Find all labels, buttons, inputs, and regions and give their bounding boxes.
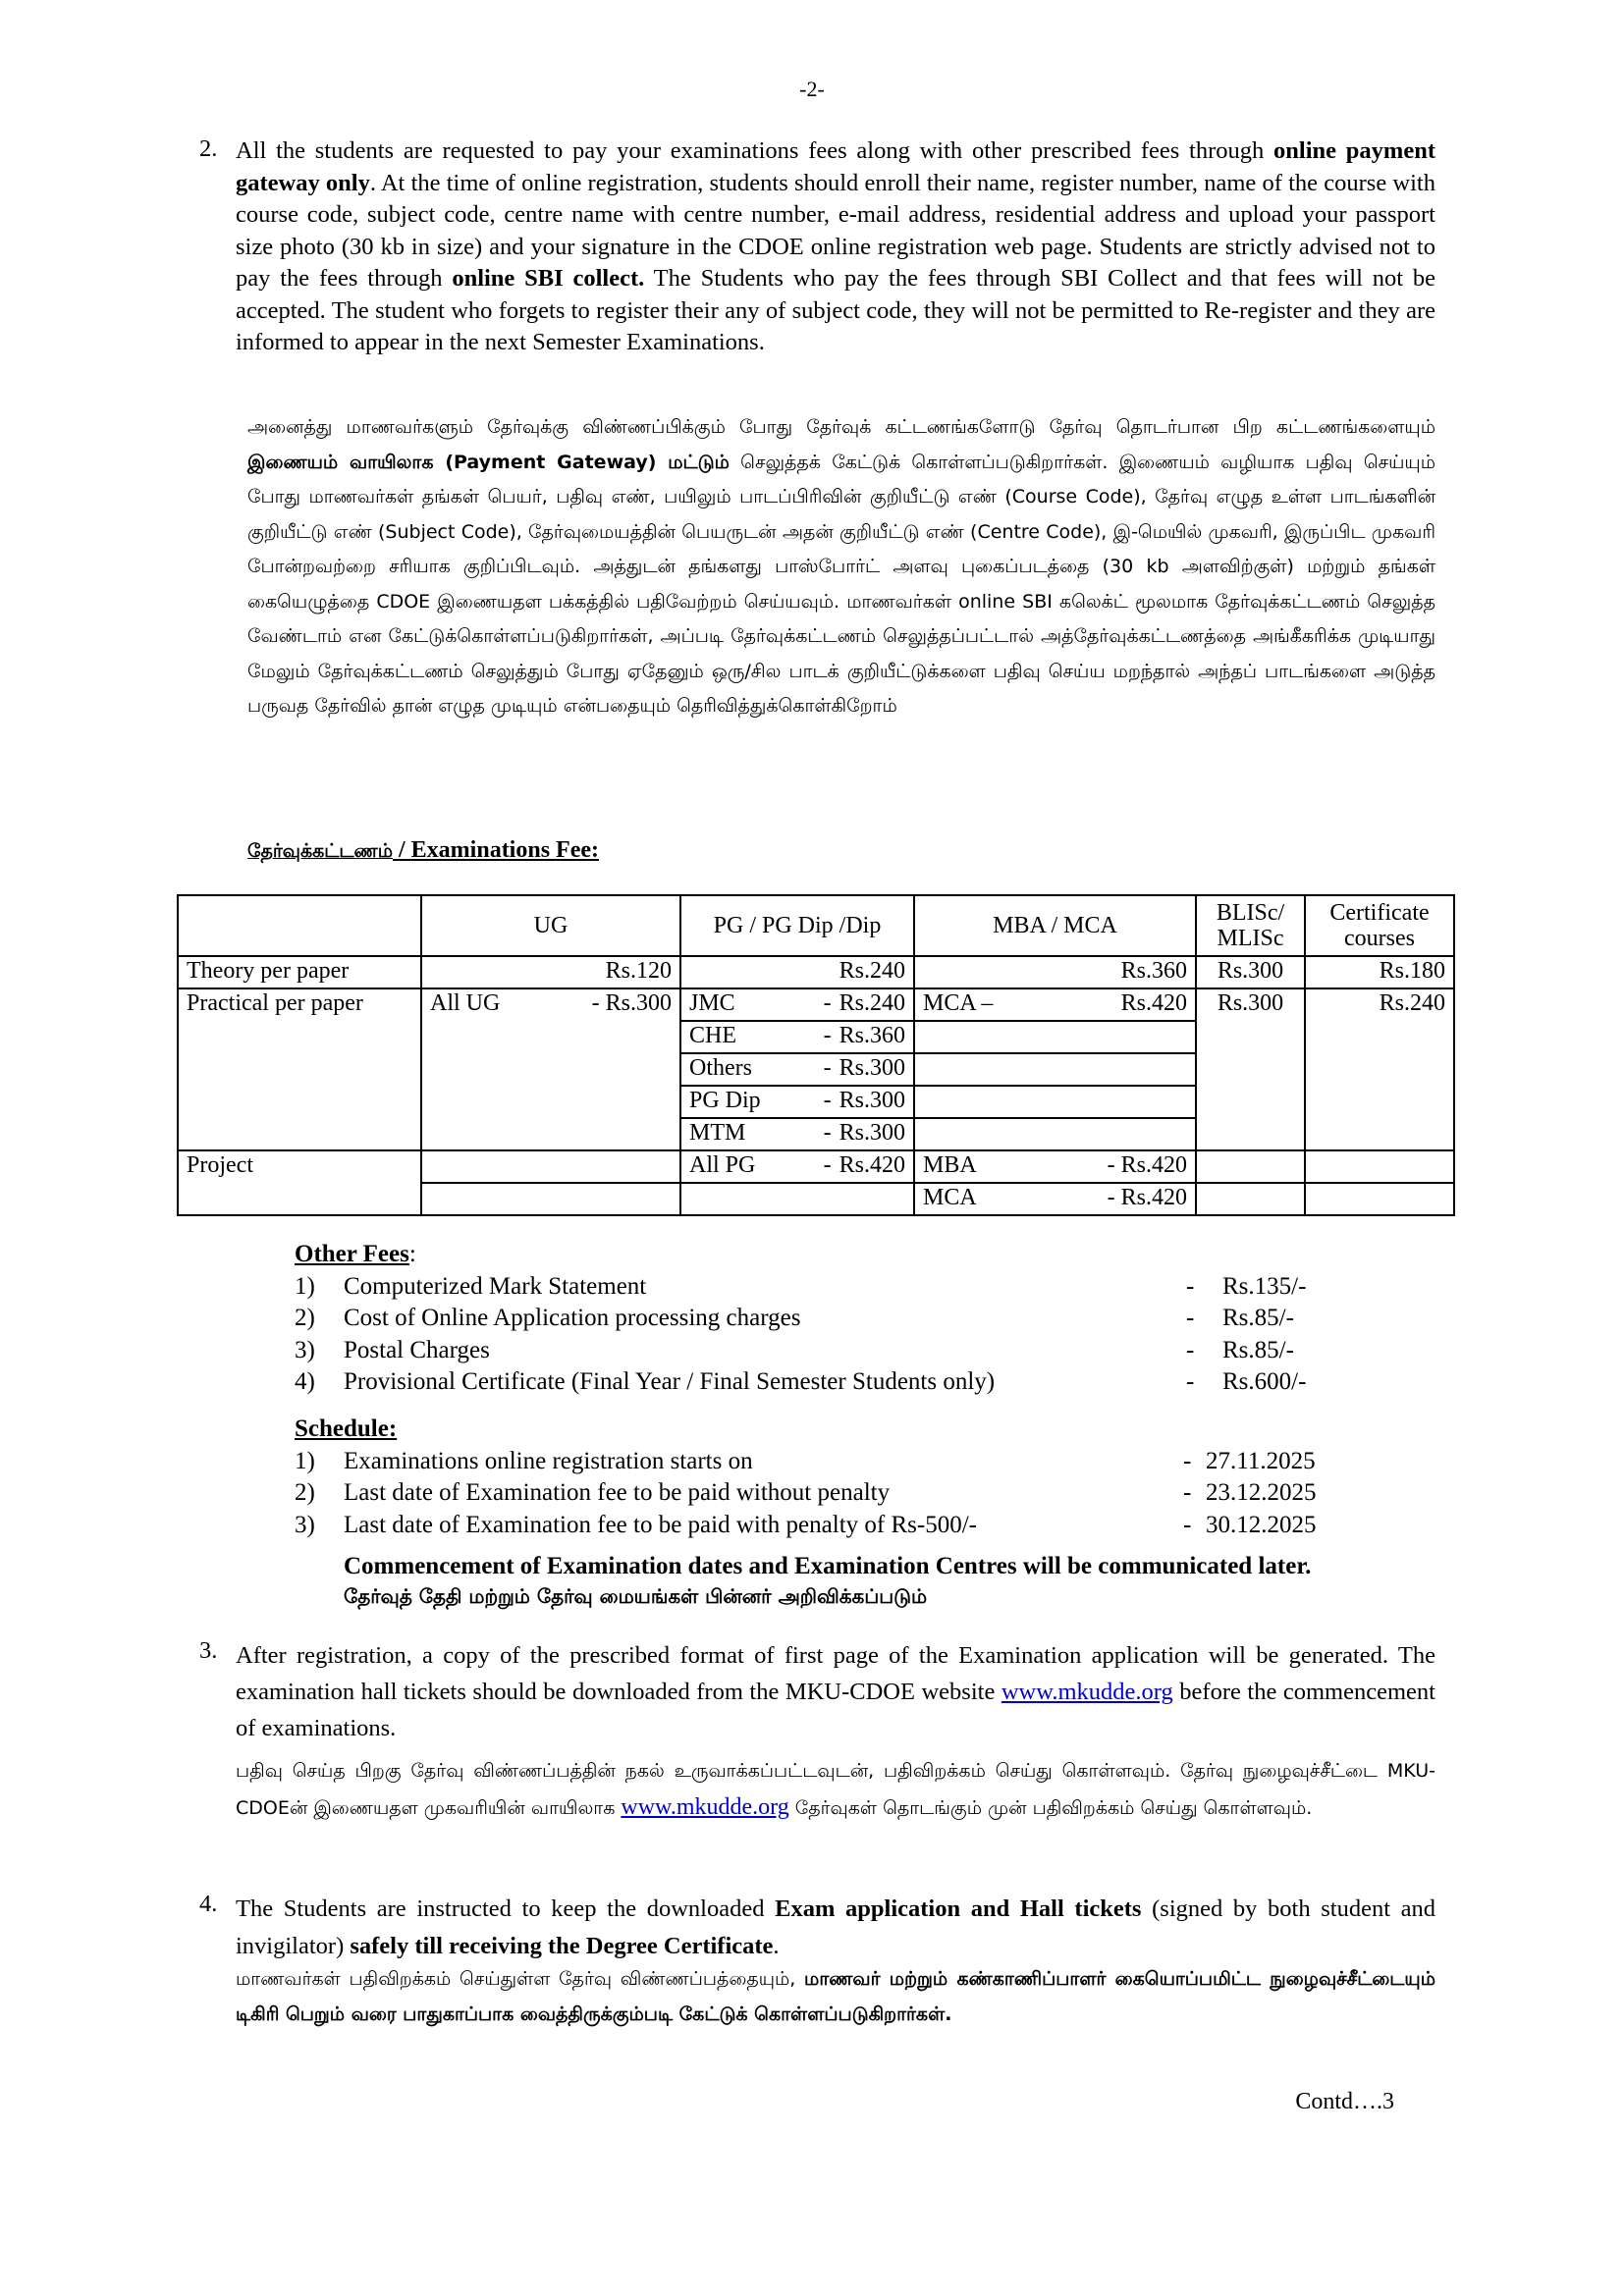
row-label: Project xyxy=(178,1150,421,1215)
item-3-tamil-text: பதிவு செய்த பிறகு தேர்வு விண்ணப்பத்தின் நகல் உருவாக்கப்பட்டவுடன், பதிவிறக்கம் செய்து கொள்ளவும். தேர்வு நுழைவுச்சீட்டை MKU-CDOEன் இணையதள முகவரியின் வாயிலாக www.mkudde.org தேர்வுகள் தொடங்கும் முன் பதிவிறக்கம் செய்து கொள்ளவும். xyxy=(236,1760,1435,1820)
cell-mba-mca: MCA – Rs.420 xyxy=(914,988,1196,1021)
list-item: 3) Last date of Examination fee to be paid with penalty of Rs-500/- - 30.12.2025 xyxy=(295,1511,1317,1538)
list-item: 2) Cost of Online Application processing charges - Rs.85/- xyxy=(295,1305,1294,1331)
header-certificate: Certificate courses xyxy=(1305,895,1454,956)
row-label: Practical per paper xyxy=(178,988,421,1150)
item-number: 2. xyxy=(199,135,218,162)
cell-mba: MBA - Rs.420 xyxy=(914,1150,1196,1183)
list-item: 4) Provisional Certificate (Final Year / Final Semester Students only) - Rs.600/- xyxy=(295,1368,1307,1395)
cell-empty xyxy=(914,1021,1196,1053)
cell-pg xyxy=(680,1183,914,1215)
cell-pg-che: CHE - Rs.360 xyxy=(680,1021,914,1053)
cell-pg-jmc: JMC - Rs.240 xyxy=(680,988,914,1021)
cell-pg-allpg: All PG - Rs.420 xyxy=(680,1150,914,1183)
row-label: Theory per paper xyxy=(178,956,421,988)
exam-fee-heading: தேர்வுக்கட்டணம் / Examinations Fee: xyxy=(247,837,599,863)
other-fees-heading: Other Fees xyxy=(295,1241,409,1267)
header-pg: PG / PG Dip /Dip xyxy=(680,895,914,956)
cell-blisc xyxy=(1196,1183,1305,1215)
header-mba-mca: MBA / MCA xyxy=(914,895,1196,956)
item-4-english-text: The Students are instructed to keep the downloaded Exam application and Hall tickets (signed by both student and invigilator) safely till receiving the Degree Certificate. xyxy=(236,1896,1436,1959)
cell-cert xyxy=(1305,1183,1454,1215)
item-4-tamil-text: மாணவர்கள் பதிவிறக்கம் செய்துள்ள தேர்வு விண்ணப்பத்தையும், மாணவர் மற்றும் கண்காணிப்பாளர் கையொப்பமிட்ட நுழைவுச்சீட்டையும் டிகிரி பெறும் வரை பாதுகாப்பாக வைத்திருக்கும்படி கேட்டுக் கொள்ளப்படுகிறார்கள். xyxy=(236,1968,1435,2025)
cell-cert: Rs.240 xyxy=(1305,988,1454,1150)
list-item: 3) Postal Charges - Rs.85/- xyxy=(295,1336,1294,1363)
cell-empty xyxy=(914,1086,1196,1118)
cell-blisc: Rs.300 xyxy=(1196,956,1305,988)
table-row-project xyxy=(178,1150,1454,1183)
cell-mca: MCA - Rs.420 xyxy=(914,1183,1196,1215)
cell-pg-pgdip: PG Dip - Rs.300 xyxy=(680,1086,914,1118)
cell-empty xyxy=(914,1053,1196,1086)
page-number: -2- xyxy=(799,77,825,101)
item-number: 4. xyxy=(199,1891,218,1917)
cell-cert xyxy=(1305,1150,1454,1183)
table-header-row xyxy=(178,895,1454,956)
cell-empty xyxy=(914,1118,1196,1150)
list-item: 1) Computerized Mark Statement - Rs.135/- xyxy=(295,1272,1307,1300)
item-2-tamil-text: அனைத்து மாணவர்களும் தேர்வுக்கு விண்ணப்பிக்கும் போது தேர்வுக் கட்டணங்களோடு தேர்வு தொடர்பான பிற கட்டணங்களையும் இணையம் வாயிலாக (Payment Gateway) மட்டும் செலுத்தக் கேட்டுக் கொள்ளப்படுகிறார்கள். இணையம் வழியாக பதிவு செய்யும் போது மாணவர்கள் தங்கள் பெயர், பதிவு எண், பயிலும் பாடப்பிரிவின் குறியீட்டு எண் (Course Code), தேர்வு எழுத உள்ள பாடங்களின் குறியீட்டு எண் (Subject Code), தேர்வுமையத்தின் பெயருடன் அதன் குறியீட்டு எண் (Centre Code), இ-மெயில் முகவரி, இருப்பிட முகவரி போன்றவற்றை சரியாக குறிப்பிடவும். அத்துடன் தங்களது பாஸ்போர்ட் அளவு புகைப்படத்தை (30 kb அளவிற்குள்) மற்றும் தங்கள் கையெழுத்தை CDOE இணையதள பக்கத்தில் பதிவேற்றம் செய்யவும். மாணவர்கள் online SBI கலெக்ட் மூலமாக தேர்வுக்கட்டணம் செலுத்த வேண்டாம் என கேட்டுக்கொள்ளப்படுகிறார்கள், அப்படி தேர்வுக்கட்டணம் செலுத்தப்பட்டால் அத்தேர்வுக்கட்டணத்தை அங்கீகரிக்க முடியாது மேலும் தேர்வுக்கட்டணம் செலுத்தும் போது ஏதேனும் ஒரு/சில பாடக் குறியீட்டுக்களை பதிவு செய்ய மறந்தால் அந்தப் பாடங்களை அடுத்த பருவத தேர்வில் தான் எழுத முடியும் என்பதையும் தெரிவித்துக்கொள்கிறோம் xyxy=(247,416,1435,717)
item-3-english-text: After registration, a copy of the prescribed format of first page of the Examination application will be generated. The examination hall tickets should be downloaded from the MKU-CDOE website www.mkudde.org before the commencement of examinations. xyxy=(236,1642,1435,1741)
continued-marker: Contd….3 xyxy=(1295,2089,1394,2114)
cell-ug xyxy=(421,1183,680,1215)
item-2-english-text: All the students are requested to pay your examinations fees along with other prescribed fees through online payment gateway only. At the time of online registration, students should enroll their name, register number, name of the course with course code, subject code, centre name with centre number, e-mail address, residential address and upload your passport size photo (30 kb in size) and your signature in the CDOE online registration web page. Students are strictly advised not to pay the fees through online SBI collect. The Students who pay the fees through SBI Collect and that fees will not be accepted. The student who forgets to register their any of subject code, they will not be permitted to Re-register and they are informed to appear in the next Semester Examinations. xyxy=(236,137,1435,355)
list-item: 1) Examinations online registration starts on - 27.11.2025 xyxy=(295,1447,1316,1474)
commencement-note: Commencement of Examination dates and Examination Centres will be communicated later. xyxy=(344,1553,1312,1579)
cell-pg: Rs.240 xyxy=(680,956,914,988)
table-row-practical xyxy=(178,988,1454,1021)
cell-cert: Rs.180 xyxy=(1305,956,1454,988)
item-number: 3. xyxy=(199,1637,218,1664)
exam-fee-table xyxy=(177,894,1455,1216)
mkudde-website-link[interactable]: www.mkudde.org xyxy=(1001,1679,1173,1705)
header-ug: UG xyxy=(421,895,680,956)
cell-ug xyxy=(421,1150,680,1183)
schedule-heading: Schedule: xyxy=(295,1415,398,1442)
table-row-theory xyxy=(178,956,1454,988)
cell-mba-mca: Rs.360 xyxy=(914,956,1196,988)
cell-blisc xyxy=(1196,1150,1305,1183)
cell-ug: All UG - Rs.300 xyxy=(421,988,680,1150)
other-fees-section: Other Fees: 1) Computerized Mark Statement - Rs.135/- 2) Cost of Online Application processing charges - Rs.85/- 3) Postal Charges - Rs.85/- 4) Provisional Certificate (Final Year / Final Semester Students only) - Rs.600/- xyxy=(295,1239,1375,1399)
cell-ug: Rs.120 xyxy=(421,956,680,988)
cell-blisc: Rs.300 xyxy=(1196,988,1305,1150)
emphasis-sbi-collect: online SBI collect. xyxy=(452,265,645,292)
mkudde-website-link-tamil[interactable]: www.mkudde.org xyxy=(621,1794,789,1820)
cell-pg-others: Others - Rs.300 xyxy=(680,1053,914,1086)
cell-pg-mtm: MTM - Rs.300 xyxy=(680,1118,914,1150)
header-blank xyxy=(178,895,421,956)
header-blisc: BLISc/ MLISc xyxy=(1196,895,1305,956)
emphasis-online-payment: online payment gateway only xyxy=(236,137,1435,196)
commencement-note-tamil: தேர்வுத் தேதி மற்றும் தேர்வு மையங்கள் பின்னர் அறிவிக்கப்படும் xyxy=(344,1584,928,1608)
list-item: 2) Last date of Examination fee to be paid without penalty - 23.12.2025 xyxy=(295,1479,1317,1506)
schedule-section xyxy=(295,1414,1453,1541)
